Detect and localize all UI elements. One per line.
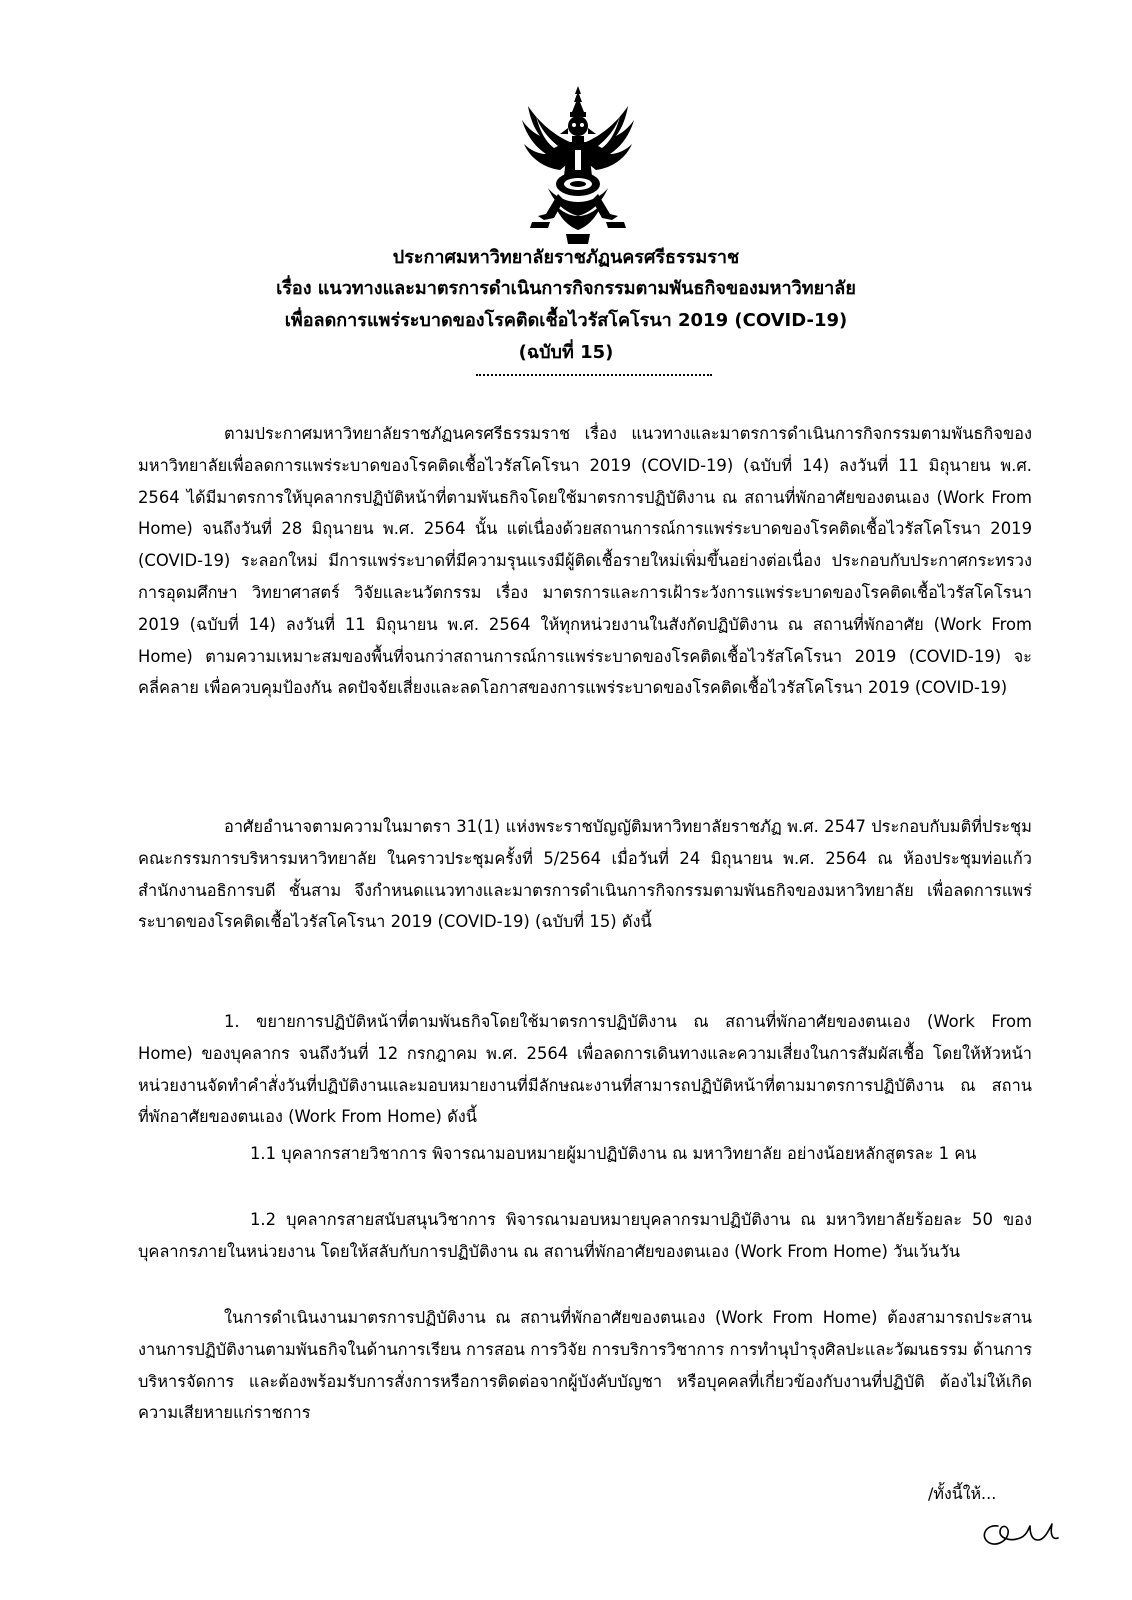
paragraph-background: ตามประกาศมหาวิทยาลัยราชภัฏนครศรีธรรมราช เรื่อง แนวทางและมาตรการดำเนินการกิจกรรมตามพันธกิจของมหาวิทยาลัยเพื่อลดการแพร่ระบาดของโรคติดเชื้อไวรัสโคโรนา 2019 (COVID-19) (ฉบับที่ 14) ลงวันที่ 11 มิถุนายน พ.ศ. 2564 ได้มีมาตรการให้บุคลากรปฏิบัติหน้าที่ตามพันธกิจโดยใช้มาตรการปฏิบัติงาน ณ สถานที่พักอาศัยของตนเอง (Work From Home) จนถึงวันที่ 28 มิถุนายน พ.ศ. 2564 นั้น แต่เนื่องด้วยสถานการณ์การแพร่ระบาดของโรคติดเชื้อไวรัสโคโรนา 2019 (COVID-19) ระลอกใหม่ มีการแพร่ระบาดที่มีความรุนแรงมีผู้ติดเชื้อรายใหม่เพิ่มขึ้นอย่างต่อเนื่อง ประกอบกับประกาศกระทรวงการอุดมศึกษา วิทยาศาสตร์ วิจัยและนวัตกรรม เรื่อง มาตรการและการเฝ้าระวังการแพร่ระบาดของโรคติดเชื้อไวรัสโคโรนา 2019 (ฉบับที่ 14) ลงวันที่ 11 มิถุนายน พ.ศ. 2564 ให้ทุกหน่วยงานในสังกัดปฏิบัติงาน ณ สถานที่พักอาศัย (Work From Home) ตามความเหมาะสมของพื้นที่จนกว่าสถานการณ์การแพร่ระบาดของโรคติดเชื้อไวรัสโคโรนา 2019 (COVID-19) จะคลี่คลาย เพื่อควบคุมป้องกัน ลดปัจจัยเสี่ยงและลดโอกาสของการแพร่ระบาดของโรคติดเชื้อไวรัสโคโรนา 2019 (COVID-19) — [138, 424, 1032, 698]
title-line-1: ประกาศมหาวิทยาลัยราชภัฏนครศรีธรรมราช — [392, 247, 740, 268]
paragraph-authority: อาศัยอำนาจตามความในมาตรา 31(1) แห่งพระราชบัญญัติมหาวิทยาลัยราชภัฏ พ.ศ. 2547 ประกอบกับมติที่ประชุมคณะกรรมการบริหารมหาวิทยาลัย ในคราวประชุมครั้งที่ 5/2564 เมื่อวันที่ 24 มิถุนายน พ.ศ. 2564 ณ ห้องประชุมท่อแก้ว สำนักงานอธิการบดี ชั้นสาม จึงกำหนดแนวทางและมาตรการดำเนินการกิจกรรมตามพันธกิจของมหาวิทยาลัย เพื่อลดการแพร่ระบาดของโรคติดเชื้อไวรัสโคโรนา 2019 (COVID-19) (ฉบับที่ 15) ดังนี้ — [138, 817, 1033, 932]
handwritten-initial-icon — [976, 1506, 1066, 1554]
continuation-note: /ทั้งนี้ให้... — [928, 1484, 997, 1503]
title-line-2: เรื่อง แนวทางและมาตรการดำเนินการกิจกรรมตามพันธกิจของมหาวิทยาลัย — [276, 278, 856, 299]
paragraph-wfh-requirements: ในการดำเนินงานมาตรการปฏิบัติงาน ณ สถานที่พักอาศัยของตนเอง (Work From Home) ต้องสามารถประสานงานการปฏิบัติงานตามพันธกิจในด้านการเรียน การสอน การวิจัย การบริการวิชาการ การทำนุบำรุงศิลปะและวัฒนธรรม ด้านการบริหารจัดการ และต้องพร้อมรับการสั่งการหรือการติดต่อจากผู้บังคับบัญชา หรือบุคคลที่เกี่ยวข้องกับงานที่ปฏิบัติ ต้องไม่ให้เกิดความเสียหายแก่ราชการ — [138, 1308, 1032, 1423]
paragraph-item-1: 1. ขยายการปฏิบัติหน้าที่ตามพันธกิจโดยใช้มาตรการปฏิบัติงาน ณ สถานที่พักอาศัยของตนเอง (Work From Home) ของบุคลากร จนถึงวันที่ 12 กรกฎาคม พ.ศ. 2564 เพื่อลดการเดินทางและความเสี่ยงในการสัมผัสเชื้อ โดยให้หัวหน้าหน่วยงานจัดทำคำสั่งวันที่ปฏิบัติงานและมอบหมายงานที่มีลักษณะงานที่สามารถปฏิบัติหน้าที่ตามมาตรการปฏิบัติงาน ณ สถานที่พักอาศัยของตนเอง (Work From Home) ดังนี้ — [138, 1012, 1032, 1127]
paragraph-item-1-1: 1.1 บุคลากรสายวิชาการ พิจารณามอบหมายผู้มาปฏิบัติงาน ณ มหาวิทยาลัย อย่างน้อยหลักสูตรละ 1 คน — [250, 1144, 977, 1163]
garuda-emblem-icon — [518, 84, 638, 248]
title-line-3: เพื่อลดการแพร่ระบาดของโรคติดเชื้อไวรัสโคโรนา 2019 (COVID-19) — [284, 310, 848, 331]
paragraph-item-1-2: 1.2 บุคลากรสายสนับสนุนวิชาการ พิจารณามอบหมายบุคลากรมาปฏิบัติงาน ณ มหาวิทยาลัยร้อยละ 50 ของบุคลากรภายในหน่วยงาน โดยให้สลับกับการปฏิบัติงาน ณ สถานที่พักอาศัยของตนเอง (Work From Home) วันเว้นวัน — [138, 1210, 1032, 1261]
title-line-4: (ฉบับที่ 15) — [518, 342, 614, 363]
title-divider — [476, 374, 712, 376]
